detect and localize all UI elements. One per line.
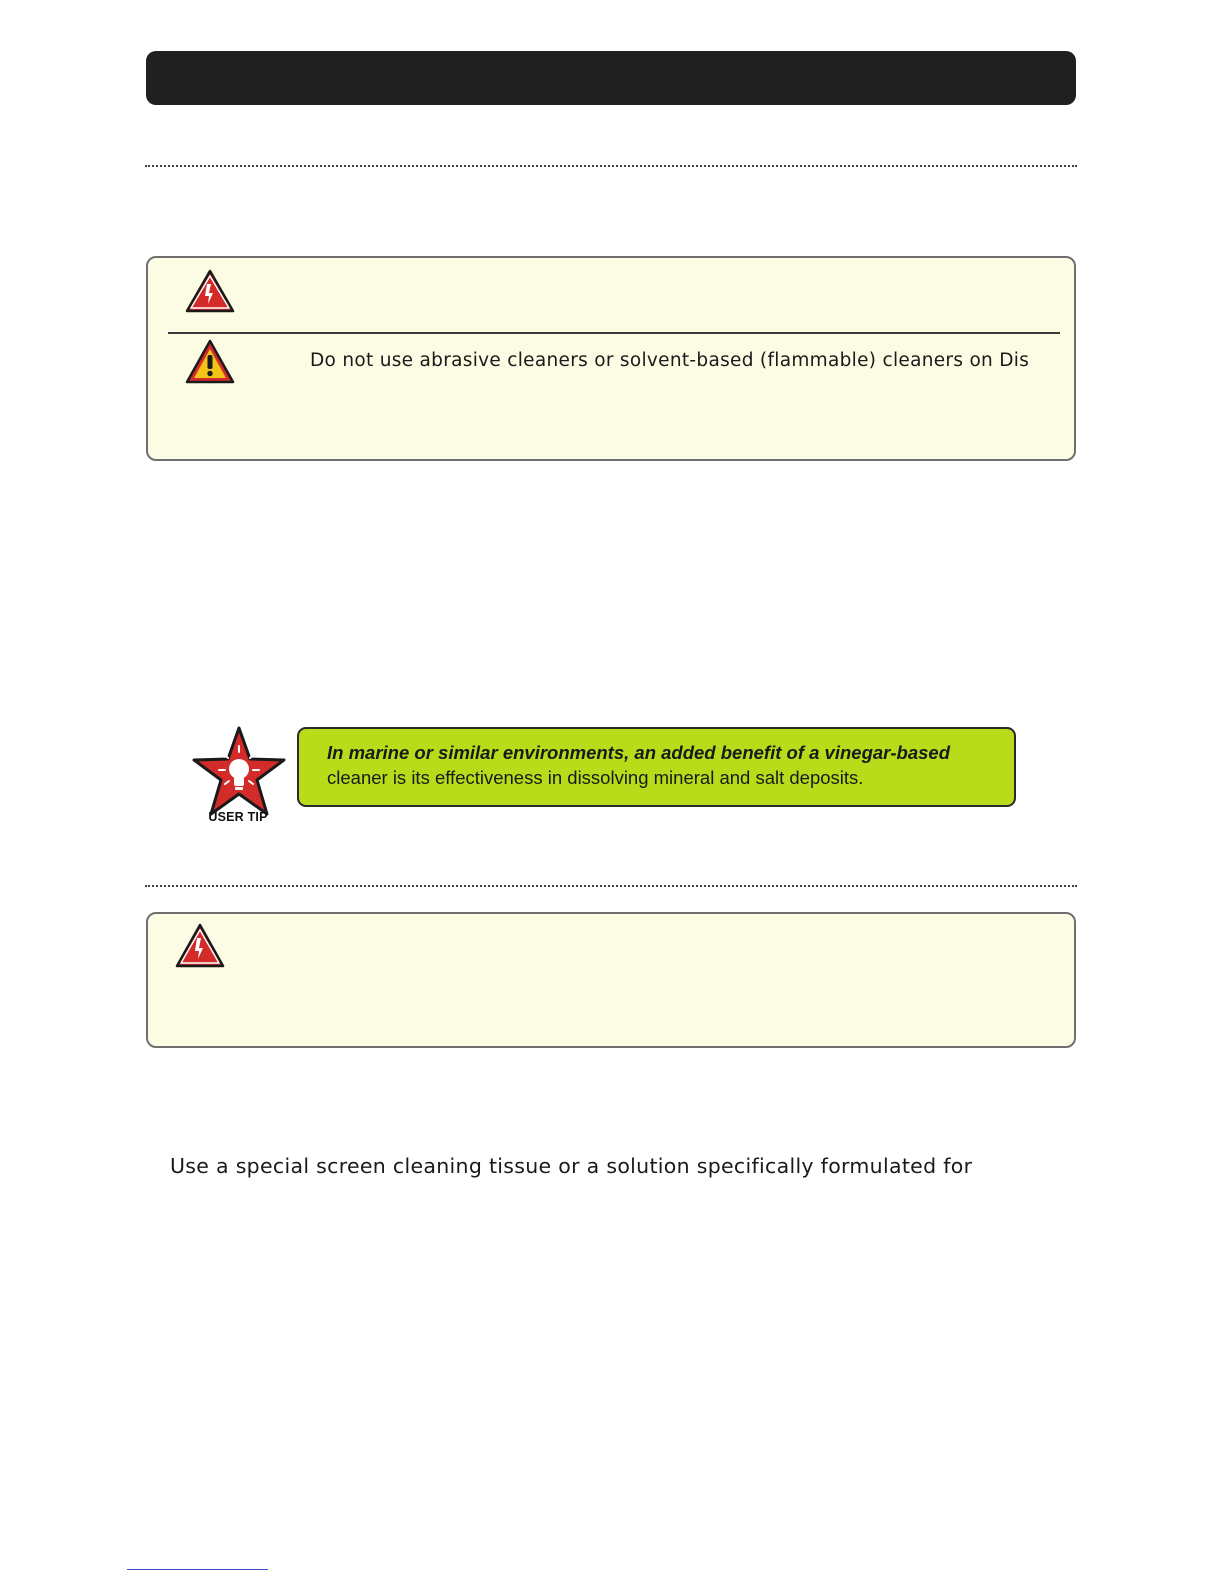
shock-warning-box xyxy=(146,912,1076,1048)
caution-text: Do not use abrasive cleaners or solvent-based (flammable) cleaners on Dis xyxy=(310,350,1030,371)
user-tip-label: USER TIP xyxy=(208,810,268,824)
body-paragraph: Use a special screen cleaning tissue or a solution specifically formulated for xyxy=(170,1154,973,1178)
section-header-bar xyxy=(146,51,1076,105)
user-tip-star-icon xyxy=(190,726,288,818)
section-divider-bottom xyxy=(145,885,1077,887)
section-divider-top xyxy=(145,165,1077,167)
electric-shock-warning-icon xyxy=(184,268,236,314)
caution-exclamation-icon xyxy=(184,338,236,386)
footer-link-underline xyxy=(127,1569,268,1570)
notice-divider xyxy=(168,332,1060,334)
user-tip-line-2: cleaner is its effectiveness in dissolving mineral and salt deposits. xyxy=(327,767,864,788)
user-tip-box xyxy=(297,727,1016,807)
user-tip-line-1: In marine or similar environments, an added benefit of a vinegar-based xyxy=(327,742,950,763)
safety-notice-box xyxy=(146,256,1076,461)
electric-shock-warning-icon xyxy=(174,922,226,970)
